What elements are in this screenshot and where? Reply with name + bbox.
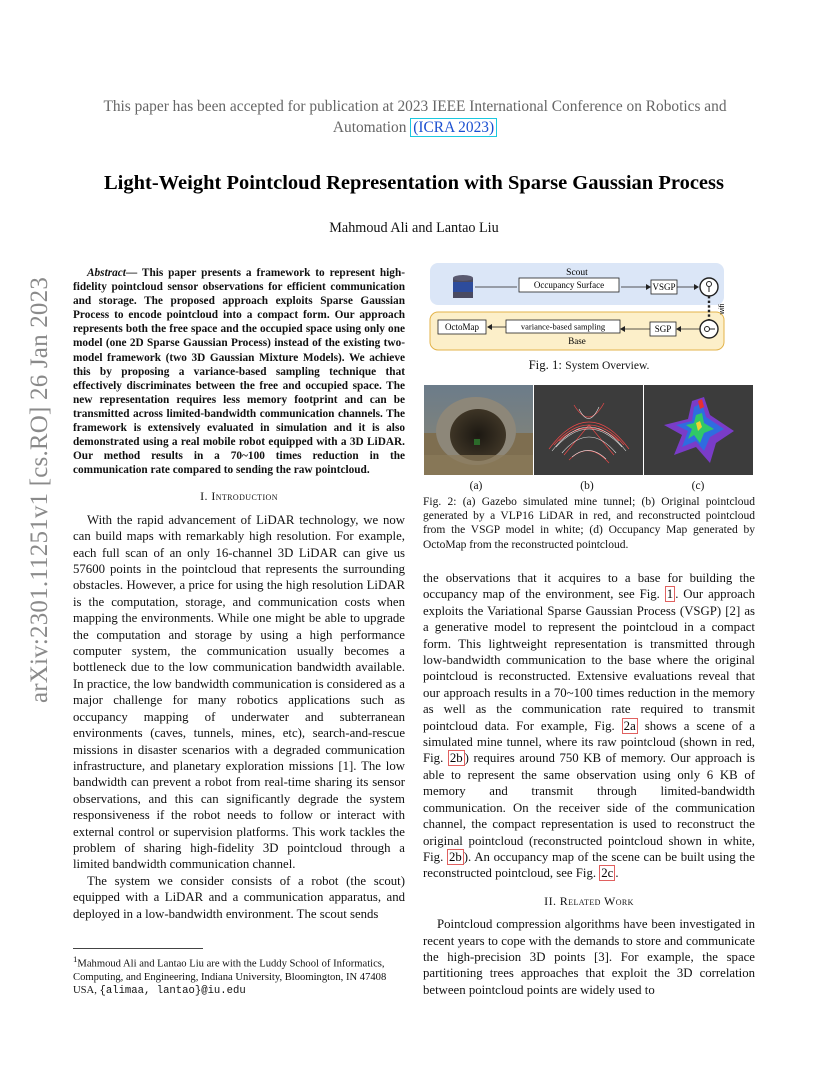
icra-link[interactable]: (ICRA 2023)	[410, 118, 497, 137]
system-overview-diagram	[428, 262, 726, 354]
footnote-rule	[73, 948, 203, 949]
related-paragraph-1: Pointcloud compression algorithms have been investigated in recent years to cope with the demands to store and communicate the high-precision 3D points [3]. For example, the space partitioning trees approaches that exploit the 3D correlation between pointcloud points are widely used to	[423, 917, 755, 997]
pointcloud-image	[534, 385, 643, 475]
footnote-text: Mahmoud Ali and Lantao Liu are with the Luddy School of Informatics, Computing, and Engineering, Indiana University, Bloomington, IN 47408 USA,	[73, 958, 387, 996]
base-antenna-icon	[700, 320, 718, 338]
figure-2c-ref[interactable]: 2c	[601, 866, 614, 881]
figure-1-caption	[423, 358, 755, 373]
section-heading-introduction	[73, 488, 405, 504]
scout-label: Scout	[566, 268, 588, 278]
body-text: shows a scene of a simulated mine tunnel, where its raw pointcloud (shown in red, Fig.	[423, 718, 756, 766]
figure-2a-label: (a)	[469, 480, 483, 492]
section-number: II.	[544, 893, 557, 908]
lidar-sensor-icon	[453, 275, 473, 298]
footnote-mark: 1	[73, 954, 78, 964]
figure-2-images	[424, 385, 749, 475]
octomap-label: OctoMap	[445, 322, 479, 332]
vsgp-label: VSGP	[652, 282, 676, 292]
section-title: Related Work	[559, 893, 634, 908]
figure-2-caption: Fig. 2: (a) Gazebo simulated mine tunnel; (b) Original pointcloud generated by a VLP16 LiDAR in red, and reconstructed pointcloud from the VSGP model in white; (d) Occupancy Map generated by OctoMap from the reconstructed pointcloud.	[423, 496, 755, 551]
abstract-label: Abstract	[87, 267, 126, 279]
body-text: the observations that it acquires to a base for building the occupancy map of the environment, see Fig.	[423, 571, 755, 602]
notice-text: This paper has been accepted for publication at 2023 IEEE International Conference on Robotics and Automation	[103, 98, 727, 136]
sampling-label: variance-based sampling	[520, 321, 606, 332]
gazebo-tunnel-image	[424, 385, 533, 475]
base-label: Base	[568, 336, 586, 346]
sgp-label: SGP	[654, 324, 672, 334]
abstract-text: — This paper presents a framework to represent high-fidelity pointcloud sensor observations for efficient communication and storage. The proposed approach exploits Sparse Gaussian Process to encode pointcloud into a compact form. Our approach represents both the free space and the occupied space using only one model (one 2D Sparse Gaussian Process) instead of the existing two-model framework (two 3D Gaussian Mixture Models). We achieve this by proposing a variance-based sampling technique that effectively discriminates between the free and occupied space. The new representation requires less memory footprint and can be transmitted across limited-bandwidth communication channels. The framework is extensively evaluated in simulation and it is also demonstrated using a real mobile robot equipped with a 3D LiDAR. Our method results in a 70~100 times reduction in the communication rate compared to sending the raw pointcloud.	[73, 267, 405, 477]
section-title: Introduction	[211, 489, 278, 504]
paper-authors: Mahmoud Ali and Lantao Liu	[329, 220, 499, 236]
arxiv-id: arXiv:2301.11251v1 [cs.RO] 26 Jan 2023	[26, 276, 53, 704]
occupancy-map-image	[644, 385, 753, 475]
footnote	[73, 953, 406, 998]
left-column	[73, 266, 405, 922]
figure-2c-label: (c)	[691, 480, 705, 492]
figure-2b-label: (b)	[580, 480, 594, 492]
body-text: . Our approach exploits the Variational Sparse Gaussian Process (VSGP) [2] as a generative model to represent the pointcloud in a compact form. This lightweight representation is transmitted through low-bandwidth communication to the base where the original pointcloud is reconstructed. Extensive evaluations reveal that our approach results in a 70~100 times reduction in the memory as well as the communication rate required to transmit pointcloud data. For example, Fig.	[423, 587, 755, 733]
figure-2b-ref[interactable]: 2b	[448, 849, 462, 864]
right-paragraph-1	[423, 570, 755, 882]
body-text: ) requires around 750 KB of memory. Our approach is able to represent the same observation using only 6 KB of memory and transmit through limited-bandwidth communication. On the receiver side of the communication channel, the compact representation is used to reconstruct the original pointcloud (reconstructed pointcloud shown in white, Fig.	[423, 751, 755, 864]
occupancy-surface-label: Occupancy Surface	[533, 280, 605, 290]
body-text: .	[615, 866, 619, 881]
abstract	[73, 266, 405, 477]
publication-notice	[70, 96, 760, 138]
section-number: I.	[200, 489, 208, 504]
arxiv-watermark	[20, 276, 60, 704]
footnote-email: {alimaa, lantao}@iu.edu	[99, 984, 246, 997]
figure-2b-ref[interactable]: 2b	[449, 751, 463, 766]
figure-1-ref[interactable]: 1	[666, 587, 674, 602]
paper-title: Light-Weight Pointcloud Representation with Sparse Gaussian Process	[104, 172, 724, 194]
wifi-label: wifi	[717, 303, 726, 315]
right-column	[423, 570, 755, 998]
intro-paragraph-2: The system we consider consists of a robot (the scout) equipped with a LiDAR and a communication apparatus, and deployed in a low-bandwidth environment. The scout sends	[73, 873, 405, 921]
figure-2a-ref[interactable]: 2a	[623, 718, 636, 733]
figure-1-caption-label: Fig. 1:	[528, 358, 562, 372]
intro-paragraph-1: With the rapid advancement of LiDAR technology, we now can build maps with remarkably high resolution. For example, each full scan of an only 16-channel 3D LiDAR can give us 57600 points in the pointcloud that represents the surrounding obstacles. However, a price for using the high resolution LiDAR is the computation, storage, and communication costs when mapping the environments. While one might be able to upgrade the computation and storage by using a high performance computer system, the communication usually becomes a bottleneck due to the low communication bandwidth available. In practice, the low bandwidth communication is considered as a major challenge for many robotics applications such as occupancy mapping of underwater and subterranean environments (caves, tunnels, mines, etc), search-and-rescue missions in disaster scenarios with a degraded communication infrastructure, and planetary exploration missions [1]. The low bandwidth can prevent a robot from real-time sharing its sensor observations, and this can significantly degrade the system responsiveness if the robot needs to follow or interact with external control or supervision platforms. This work tackles the problem of sharing high-fidelity 3D pointcloud through a limited bandwidth communication channel.	[73, 512, 405, 872]
body-text: ). An occupancy map of the scene can be built using the reconstructed pointcloud, see Fig.	[423, 849, 755, 881]
figure-1-caption-text: System Overview.	[565, 360, 650, 372]
scout-antenna-icon	[700, 278, 718, 296]
section-heading-related-work	[423, 893, 755, 909]
